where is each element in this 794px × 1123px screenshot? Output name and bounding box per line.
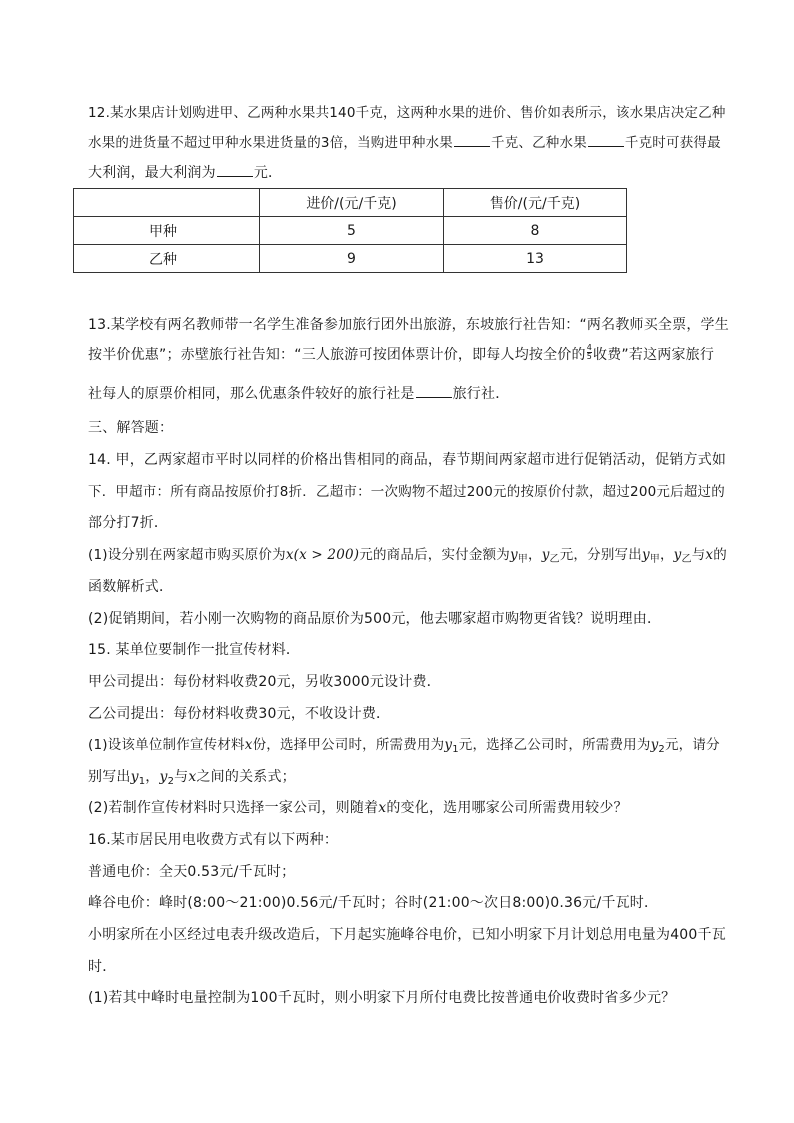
q15-part2: (2)若制作宣传材料时只选择一家公司，则随着x的变化，选用哪家公司所需费用较少？	[88, 800, 628, 816]
q16-part1: (1)若其中峰时电量控制为100千瓦时，则小明家下月所付电费比按普通电价收费时省多少元？	[88, 990, 676, 1006]
q15-line3: 乙公司提出：每份材料收费30元，不收设计费．	[88, 706, 391, 722]
q14-part2: (2)促销期间，若小刚一次购物的商品原价为500元，他去哪家超市购物更省钱？说明理由．	[88, 611, 662, 627]
q15-line2: 甲公司提出：每份材料收费20元，另收3000元设计费．	[88, 674, 441, 690]
q16-line4: 小明家所在小区经过电表升级改造后，下月起实施峰谷电价，已知小明家下月计划总用电量为400千瓦	[88, 927, 726, 943]
q14-line3: 部分打7折．	[88, 515, 169, 531]
table-header-cell	[74, 189, 260, 217]
table-cell: 甲种	[74, 217, 260, 245]
q15-line1: 15. 某单位要制作一批宣传材料．	[88, 642, 301, 658]
q13-line1: 13.某学校有两名教师带一名学生准备参加旅行团外出旅游，东坡旅行社告知：“两名教师买全票，学生	[88, 317, 729, 333]
table-cell: 5	[260, 217, 444, 245]
q14-line2: 下．甲超市：所有商品按原价打8折．乙超市：一次购物不超过200元的按原价付款，超过200元后超过的	[88, 484, 725, 500]
q15-part1-line2: 别写出$y_1$，$y_2$与x之间的关系式；	[88, 769, 296, 787]
table-row	[74, 245, 627, 273]
answer-blank[interactable]	[217, 164, 253, 177]
section-heading: 三、解答题：	[88, 420, 174, 436]
table-header-row	[74, 189, 627, 217]
table-cell: 乙种	[74, 245, 260, 273]
q15-part1: (1)设该单位制作宣传材料x份，选择甲公司时，所需费用为$y_1$元，选择乙公司时，所需费用为$y_2$元，请分	[88, 737, 720, 755]
q12-line3: 大利润，最大利润为 元．	[88, 165, 283, 181]
q13-line3: 社每人的原票价相同，那么优惠条件较好的旅行社是 旅行社．	[88, 386, 510, 402]
table-header-cell: 进价/(元/千克)	[260, 189, 444, 217]
q12-line1: 12.某水果店计划购进甲、乙两种水果共140千克，这两种水果的进价、售价如表所示，该水果店决定乙种	[88, 105, 726, 121]
table-cell: 9	[260, 245, 444, 273]
table-cell: 13	[444, 245, 627, 273]
q13-line2: 按半价优惠”；赤壁旅行社告知：“三人旅游可按团体票计价，即每人均按全价的 $\frac{4}{5}$ 收费”若这两家旅行	[88, 342, 715, 363]
q16-line1: 16.某市居民用电收费方式有以下两种：	[88, 832, 339, 848]
answer-blank[interactable]	[416, 385, 452, 398]
answer-blank[interactable]	[588, 134, 624, 147]
q16-line2: 普通电价：全天0.53元/千瓦时；	[88, 864, 296, 880]
price-table	[73, 188, 627, 273]
q14-line1: 14. 甲，乙两家超市平时以同样的价格出售相同的商品，春节期间两家超市进行促销活动，促销方式如	[88, 452, 727, 468]
answer-blank[interactable]	[454, 134, 490, 147]
q14-part1-line2: 函数解析式．	[88, 579, 174, 595]
q16-line3: 峰谷电价：峰时(8:00～21:00)0.56元/千瓦时；谷时(21:00～次日8:00)0.36元/千瓦时．	[88, 895, 659, 911]
table-header-cell: 售价/(元/千克)	[444, 189, 627, 217]
q14-part1: (1)设分别在两家超市购买原价为x(x > 200)元的商品后，实付金额为$y_甲$，$y_乙$元，分别写出$y_甲$，$y_乙$与x的	[88, 547, 727, 565]
fraction: $\frac{4}{5}$	[586, 342, 593, 361]
q12-line2: 水果的进货量不超过甲种水果进货量的3倍，当购进甲种水果 千克、乙种水果 千克时可获得最	[88, 135, 721, 151]
table-row	[74, 217, 627, 245]
table-cell: 8	[444, 217, 627, 245]
q16-line5: 时．	[88, 959, 117, 975]
